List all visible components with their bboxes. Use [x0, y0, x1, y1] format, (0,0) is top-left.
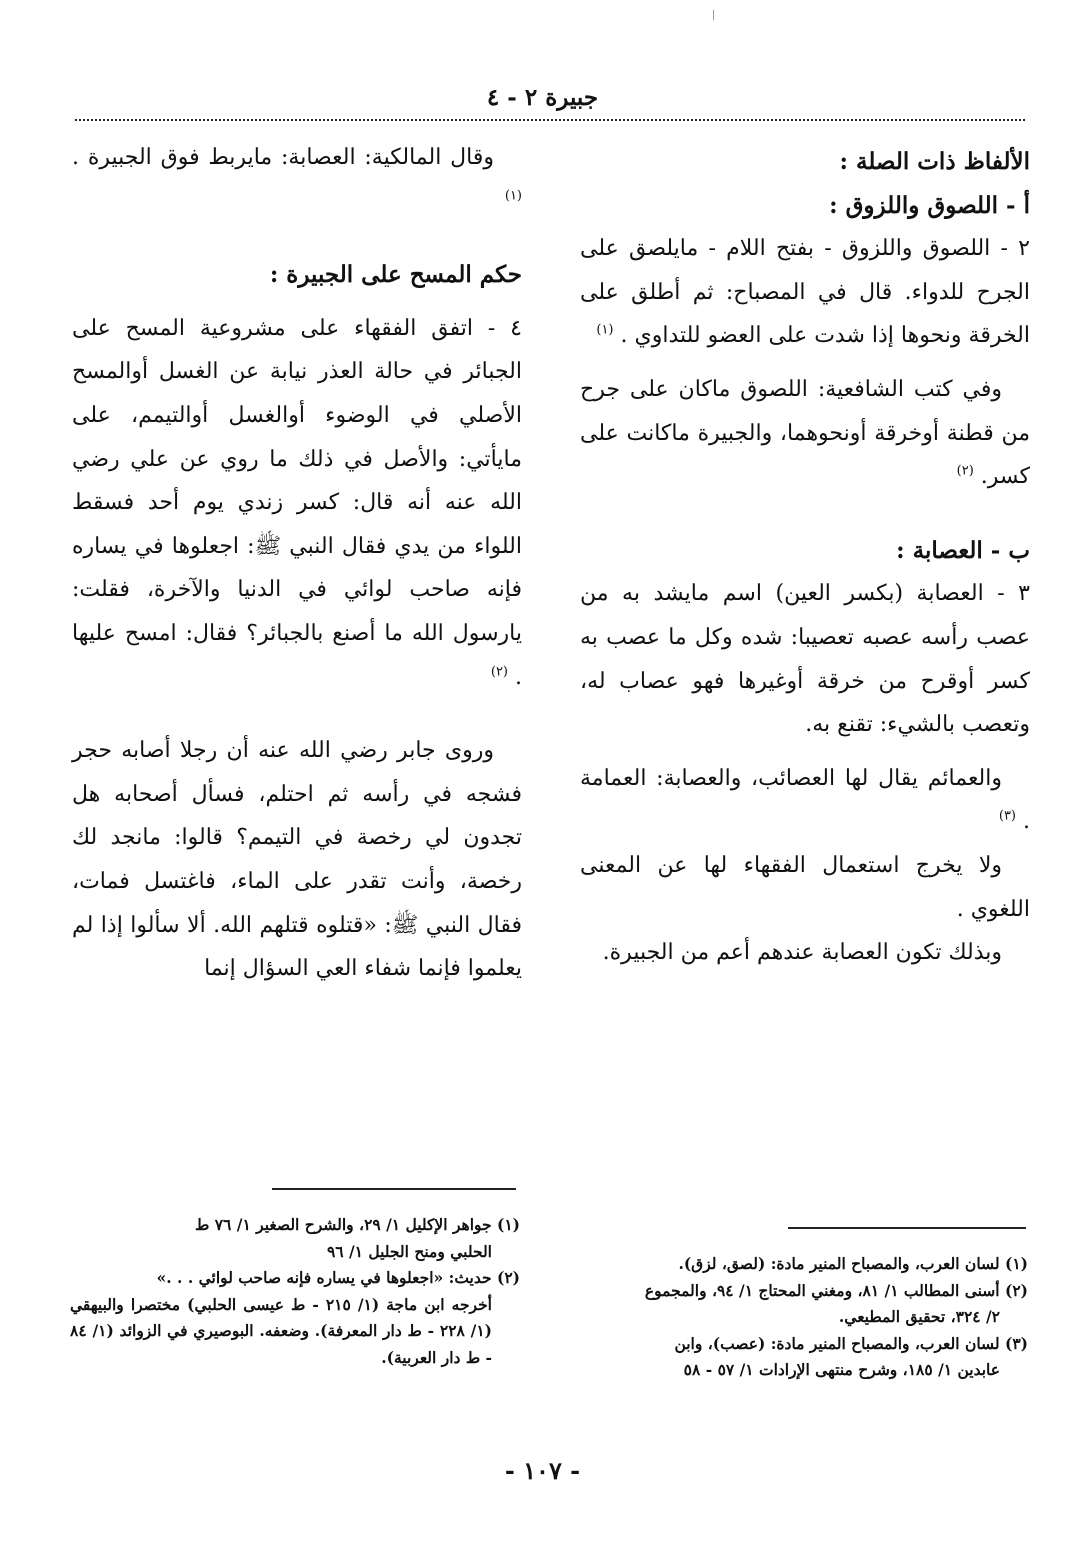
footnotes-left — [70, 1212, 520, 1371]
footnote: (١) لسان العرب، والمصباح المنير مادة: (لصق، لزق). — [678, 1254, 1028, 1273]
paragraph-amaim: والعمائم يقال لها العصائب، والعصابة: العمامة . $^{(٣)}$ — [580, 765, 1030, 835]
heading-related-terms: الألفاظ ذات الصلة : — [839, 148, 1030, 175]
paragraph-akam: وبذلك تكون العصابة عندهم أعم من الجبيرة. — [602, 940, 1002, 966]
paragraph-maliki: وقال المالكية: العصابة: مايربط فوق الجبيرة . $^{(١)}$ — [72, 145, 522, 204]
subheading-lusuq: أ - اللصوق واللزوق : — [829, 191, 1030, 219]
footnote-continuation: أخرجه ابن ماجة (١/ ٢١٥ - ط عيسى الحلبي) مختصرا والبيهقي (١/ ٢٢٨ - ط دار المعرفة). وضعفه. البوصيري في الزوائد (١/ ٨٤ - ط دار العربية). — [70, 1294, 492, 1367]
footnote: (٢) أسنى المطالب ١/ ٨١، ومغني المحتاج ١/ ٩٤، والمجموع — [644, 1280, 1028, 1300]
footnote-ref: (٢) — [490, 664, 508, 680]
header-divider — [75, 119, 1025, 121]
footnote-divider — [272, 1188, 516, 1190]
subheading-isaba: ب - العصابة : — [896, 536, 1030, 564]
footnote-ref: (٣) — [998, 808, 1016, 824]
paragraph-2: ٢ - اللصوق واللزوق - بفتح اللام - مايلصق على الجرح للدواء. قال في المصباح: ثم أطلق على الخرقة ونحوها إذا شدت على العضو للتداوي . $^{(١)}$ — [580, 236, 1030, 349]
paragraph-jabir: وروى جابر رضي الله عنه أن رجلا أصابه حجر فشجه في رأسه ثم احتلم، فسأل أصحابه هل تجدون لي رخصة في التيمم؟ قالوا: مانجد لك رخصة، وأنت تقدر على الماء، فاغتسل فمات، فقال النبي ﷺ: «قتلوه قتلهم الله. ألا سألوا إذا لم يعلموا فإنما شفاء العي السؤال إنما — [72, 738, 522, 982]
footnote-ref: (٢) — [956, 463, 974, 479]
footnote-continuation: الحلبي ومنح الجليل ١/ ٩٦ — [326, 1241, 492, 1261]
left-column — [72, 136, 522, 991]
running-head: جبيرة ٢ - ٤ — [486, 84, 599, 111]
footnote-ref: (١) — [504, 188, 522, 204]
footnote: (٢) حديث: «اجعلوها في يساره فإنه صاحب لوائي . . .» — [156, 1268, 520, 1287]
right-column — [580, 140, 1030, 975]
paragraph-shafii: وفي كتب الشافعية: اللصوق ماكان على جرح من قطنة أوخرقة أونحوهما، والجبيرة ماكانت على كسر. $^{(٢)}$ — [580, 376, 1030, 490]
paragraph-fuqaha: ولا يخرج استعمال الفقهاء لها عن المعنى اللغوي . — [580, 852, 1030, 922]
heading-ruling: حكم المسح على الجبيرة : — [269, 261, 522, 289]
footnote-continuation: عابدين ١/ ١٨٥، وشرح منتهى الإرادات ١/ ٥٧ - ٥٨ — [683, 1360, 1000, 1379]
footnote-continuation: ٢/ ٣٢٤، تحقيق المطيعي. — [838, 1307, 1000, 1326]
footnote: (٣) لسان العرب، والمصباح المنير مادة: (عصب)، وابن — [674, 1333, 1028, 1353]
paragraph-4: ٤ - اتفق الفقهاء على مشروعية المسح على الجبائر في حالة العذر نيابة عن الغسل أوالمسح الأصلي في الوضوء أوالغسل أوالتيمم، على مايأتي: والأصل في ذلك ما روي عن علي رضي الله عنه أنه قال: كسر زندي يوم أحد فسقط اللواء من يدي فقال النبي ﷺ: اجعلوها في يساره فإنه صاحب لوائي في الدنيا والآخرة، فقلت: يارسول الله ما أصنع بالجبائر؟ فقال: امسح عليها . $^{(٢)}$ — [72, 315, 522, 690]
footnote: (١) جواهر الإكليل ١/ ٢٩، والشرح الصغير ١/ ٧٦ ط — [195, 1215, 520, 1234]
footnotes-right — [578, 1251, 1028, 1384]
scan-mark — [713, 10, 714, 20]
footnote-divider — [788, 1227, 1026, 1229]
paragraph-3: ٣ - العصابة (بكسر العين) اسم مايشد به من عصب رأسه عصبه تعصيبا: شده وكل ما عصب به كسر أوقرح من خرقة أوغيرها فهو عصاب له، وتعصب بالشيء: تقنع به. — [580, 581, 1030, 738]
footnote-ref: (١) — [596, 323, 614, 339]
page-number: - ١٠٧ - — [504, 1456, 581, 1485]
